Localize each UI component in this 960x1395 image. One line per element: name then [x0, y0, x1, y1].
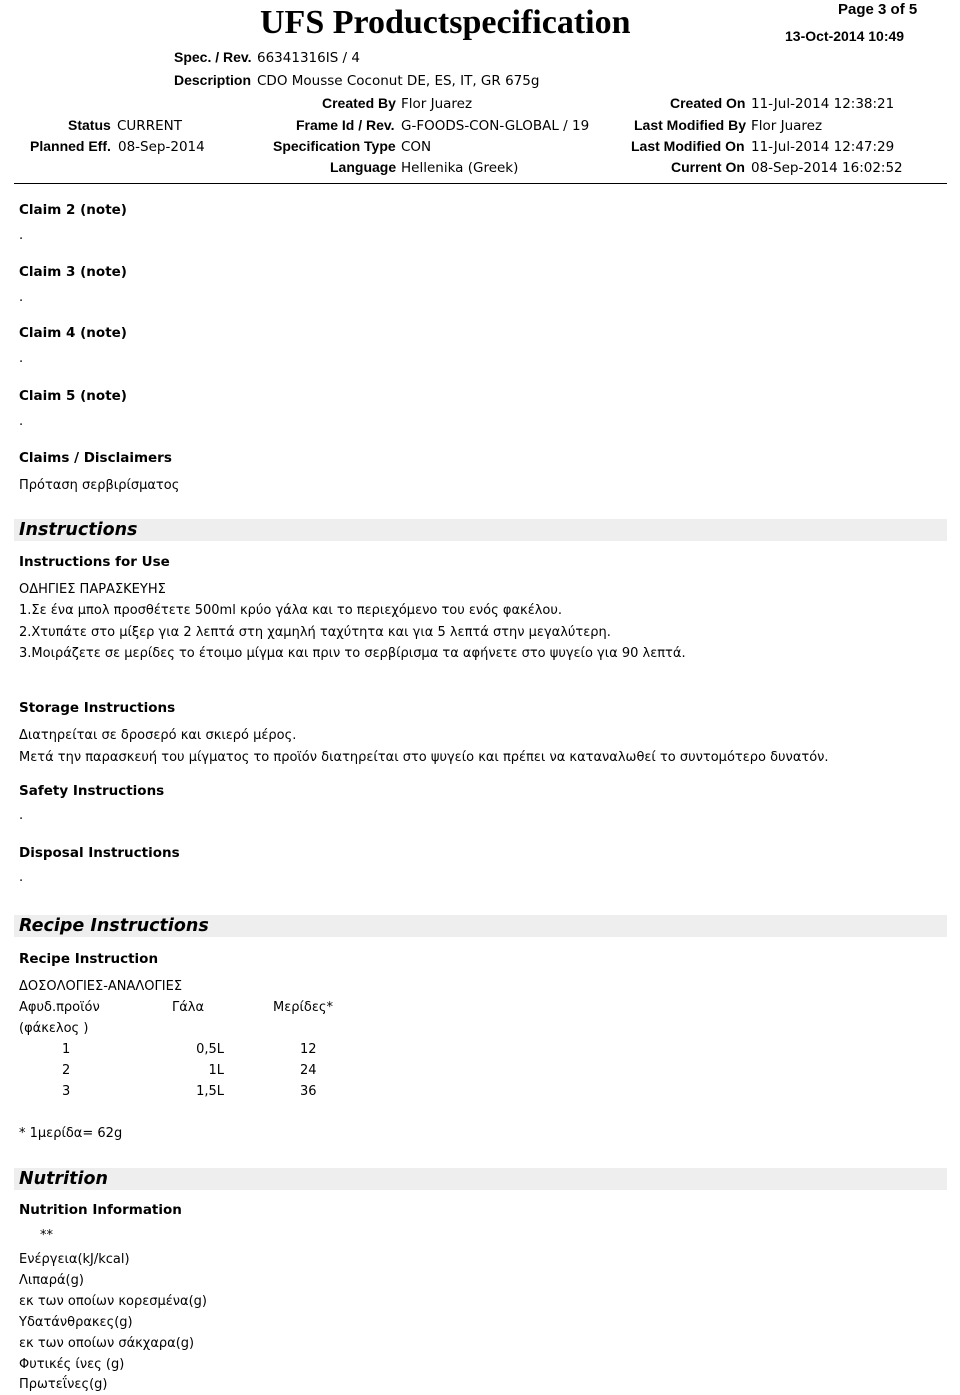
description-value: CDO Mousse Coconut DE, ES, IT, GR 675g — [257, 73, 540, 89]
instruction-line: 1.Σε ένα μπολ προσθέτετε 500ml κρύο γάλα και το περιεχόμενο του ενός φακέλου. — [19, 603, 563, 618]
storage-instructions-label: Storage Instructions — [19, 700, 176, 716]
spec-rev-value: 66341316IS / 4 — [257, 50, 360, 66]
planned-eff-label: Planned Eff. — [30, 138, 111, 154]
dosage-cell: 3 — [62, 1084, 71, 1099]
page-number: Page 3 of 5 — [838, 1, 918, 18]
dosage-cell: 12 — [300, 1042, 317, 1057]
created-on-label: Created On — [670, 95, 746, 111]
language-label: Language — [330, 159, 397, 175]
created-on-value: 11-Jul-2014 12:38:21 — [751, 96, 895, 112]
instructions-for-use-label: Instructions for Use — [19, 554, 170, 570]
claim-3-label: Claim 3 (note) — [19, 264, 127, 280]
nutrition-item: Φυτικές ίνες (g) — [19, 1357, 125, 1372]
claim-2-text: . — [19, 228, 24, 243]
dosage-col-product: Αφυδ.προϊόν — [19, 1000, 100, 1015]
recipe-heading: ΔΟΣΟΛΟΓΙΕΣ-ΑΝΑΛΟΓΙΕΣ — [19, 979, 183, 994]
description-label: Description — [174, 72, 252, 88]
nutrition-item: εκ των οποίων σάκχαρα(g) — [19, 1336, 195, 1351]
instruction-line: ΟΔΗΓΙΕΣ ΠΑΡΑΣΚΕΥΗΣ — [19, 582, 166, 597]
section-bar-recipe-instructions — [14, 915, 947, 937]
last-modified-on-label: Last Modified On — [631, 138, 745, 154]
created-by-label: Created By — [322, 95, 396, 111]
claims-disclaimers-text: Πρόταση σερβιρίσματος — [19, 478, 180, 493]
planned-eff-value: 08-Sep-2014 — [118, 139, 205, 155]
section-bar-nutrition — [14, 1168, 947, 1190]
claim-2-label: Claim 2 (note) — [19, 202, 127, 218]
dosage-cell: 1 — [62, 1042, 71, 1057]
spec-rev-label: Spec. / Rev. — [174, 49, 252, 65]
disposal-instructions-label: Disposal Instructions — [19, 845, 180, 861]
spec-type-value: CON — [401, 139, 432, 155]
nutrition-item: Ενέργεια(kJ/kcal) — [19, 1252, 130, 1267]
current-on-label: Current On — [671, 159, 745, 175]
section-title-instructions: Instructions — [19, 520, 138, 540]
claim-4-label: Claim 4 (note) — [19, 325, 127, 341]
instruction-line: 3.Μοιράζετε σε μερίδες το έτοιμο μίγμα και πριν το σερβίρισμα τα αφήνετε στο ψυγείο για 90 λεπτά. — [19, 646, 686, 661]
nutrition-information-label: Nutrition Information — [19, 1202, 182, 1218]
spec-type-label: Specification Type — [273, 138, 396, 154]
spec-header — [0, 0, 960, 185]
dosage-cell: 36 — [300, 1084, 317, 1099]
portion-footnote: * 1μερίδα= 62g — [19, 1126, 123, 1141]
dosage-cell: 24 — [300, 1063, 317, 1078]
print-date: 13-Oct-2014 10:49 — [785, 28, 905, 44]
dosage-cell: 0,5L — [196, 1042, 224, 1057]
frame-id-value: G-FOODS-CON-GLOBAL / 19 — [401, 118, 590, 134]
status-value: CURRENT — [117, 118, 182, 134]
storage-line: Διατηρείται σε δροσερό και σκιερό μέρος. — [19, 728, 297, 743]
claims-disclaimers-label: Claims / Disclaimers — [19, 450, 172, 466]
language-value: Hellenika (Greek) — [401, 160, 519, 176]
nutrition-item: Λιπαρά(g) — [19, 1273, 84, 1288]
last-modified-by-value: Flor Juarez — [751, 118, 823, 134]
document-title: UFS Productspecification — [260, 4, 631, 41]
claim-5-label: Claim 5 (note) — [19, 388, 127, 404]
status-label: Status — [68, 117, 111, 133]
frame-id-label: Frame Id / Rev. — [296, 117, 395, 133]
dosage-cell: 1L — [208, 1063, 224, 1078]
claim-5-text: . — [19, 414, 24, 429]
instruction-line: 2.Χτυπάτε στο μίξερ για 2 λεπτά στη χαμηλή ταχύτητα και για 5 λεπτά στην μεγαλύτερη. — [19, 625, 611, 640]
nutrition-item: Υδατάνθρακες(g) — [19, 1315, 133, 1330]
safety-instructions-label: Safety Instructions — [19, 783, 165, 799]
storage-line: Μετά την παρασκευή του μίγματος το προϊόν διατηρείται στο ψυγείο και πρέπει να καταναλωθεί το συντομότερο δυνατόν. — [19, 750, 829, 765]
disposal-instructions-text: . — [19, 870, 24, 885]
nutrition-item: Πρωτεΐνες(g) — [19, 1377, 108, 1392]
recipe-instruction-label: Recipe Instruction — [19, 951, 159, 967]
section-title-recipe-instructions: Recipe Instructions — [19, 916, 209, 936]
created-by-value: Flor Juarez — [401, 96, 473, 112]
dosage-col-portions: Μερίδες* — [273, 1000, 334, 1015]
current-on-value: 08-Sep-2014 16:02:52 — [751, 160, 903, 176]
header-divider — [14, 183, 947, 184]
dosage-cell: 2 — [62, 1063, 71, 1078]
safety-instructions-text: . — [19, 808, 24, 823]
claim-3-text: . — [19, 290, 24, 305]
nutrition-column-marker: ** — [40, 1228, 53, 1243]
section-title-nutrition: Nutrition — [19, 1169, 108, 1189]
nutrition-item: εκ των οποίων κορεσμένα(g) — [19, 1294, 207, 1309]
section-bar-instructions — [14, 519, 947, 541]
last-modified-on-value: 11-Jul-2014 12:47:29 — [751, 139, 895, 155]
dosage-col-milk: Γάλα — [172, 1000, 205, 1015]
last-modified-by-label: Last Modified By — [634, 117, 747, 133]
dosage-cell: 1,5L — [196, 1084, 224, 1099]
claim-4-text: . — [19, 351, 24, 366]
dosage-col-product-unit: (φάκελος ) — [19, 1021, 89, 1036]
